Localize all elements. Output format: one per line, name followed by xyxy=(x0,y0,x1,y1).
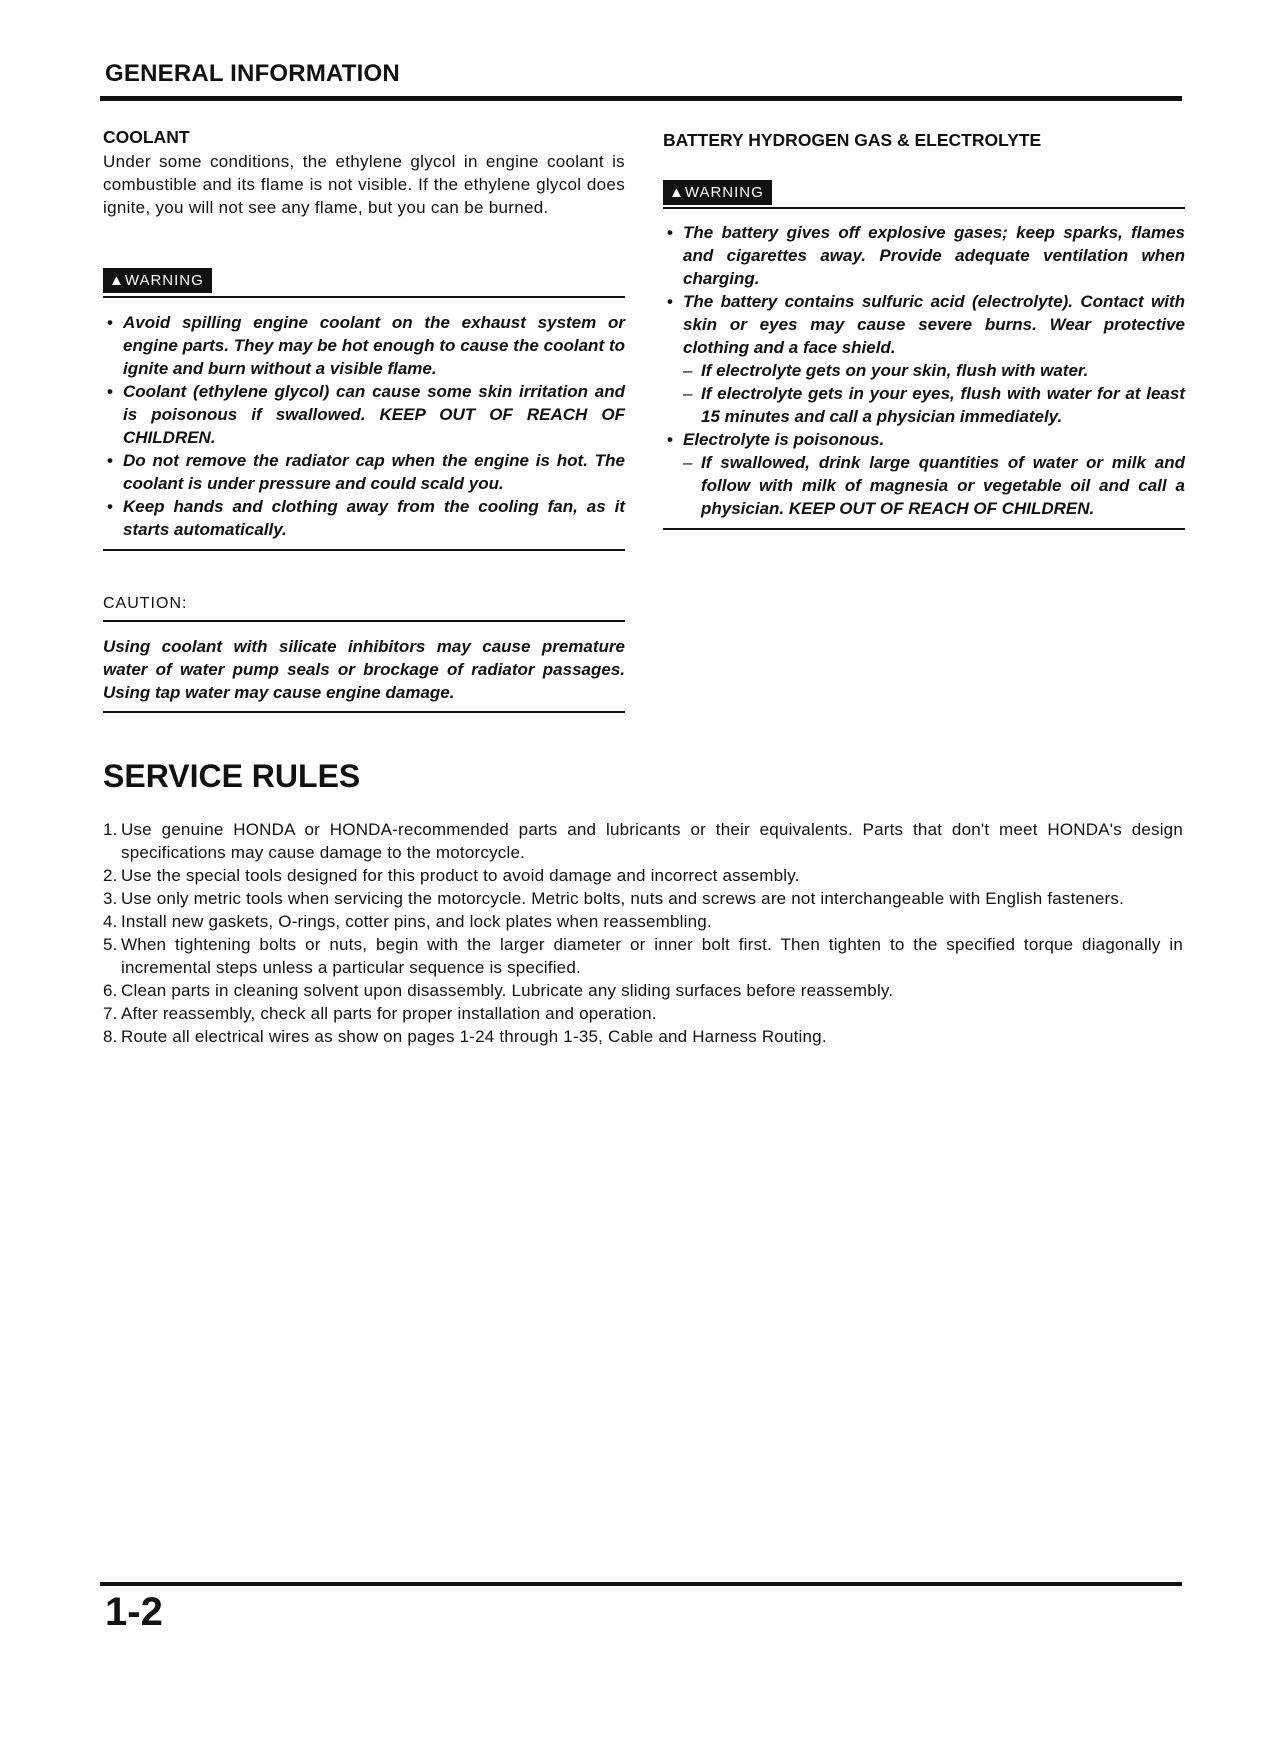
item-number: 5. xyxy=(103,935,118,954)
list-item xyxy=(103,887,1183,910)
item-number: 1. xyxy=(103,820,118,839)
list-item-text: Electrolyte is poisonous. xyxy=(683,430,885,449)
list-item xyxy=(103,818,1183,864)
item-number: 2. xyxy=(103,866,118,885)
caution-text: Using coolant with silicate inhibitors may cause premature water of water pump seals or brockage of radiator passages. Using tap water may cause engine damage. xyxy=(103,637,625,702)
list-item: • Avoid spilling engine coolant on the exhaust system or engine parts. They may be hot enough to cause the coolant to ignite and burn without a visible flame. xyxy=(103,311,625,380)
header-rule xyxy=(100,96,1182,101)
list-item xyxy=(103,864,1183,887)
list-item: • Do not remove the radiator cap when the engine is hot. The coolant is under pressure and could scald you. xyxy=(103,449,625,495)
item-text: Route all electrical wires as show on pages 1-24 through 1-35, Cable and Harness Routing. xyxy=(121,1027,827,1046)
item-number: 3. xyxy=(103,889,118,908)
coolant-warning-header xyxy=(103,268,625,293)
footer-rule xyxy=(100,1582,1182,1586)
battery-warning-header xyxy=(663,180,1185,205)
item-text: When tightening bolts or nuts, begin with the larger diameter or inner bolt first. Then tighten to the specified torque diagonally in incremental steps unless a particular sequence is specified. xyxy=(121,935,1183,977)
caution-rule-bottom xyxy=(103,711,625,713)
sub-list-item: – If electrolyte gets in your eyes, flush with water for at least 15 minutes and call a physician immediately. xyxy=(683,382,1185,428)
list-item xyxy=(103,1002,1183,1025)
service-rules-list xyxy=(103,818,1183,1048)
battery-warning-end-rule xyxy=(663,528,1185,530)
item-number: 8. xyxy=(103,1027,118,1046)
list-item xyxy=(103,1025,1183,1048)
warning-rule xyxy=(103,296,625,298)
coolant-warning-list xyxy=(103,311,625,541)
item-text: Use genuine HONDA or HONDA-recommended parts and lubricants or their equivalents. Parts that don't meet HONDA's design specifications may cause damage to the motorcycle. xyxy=(121,820,1183,862)
list-item: • The battery gives off explosive gases; keep sparks, flames and cigarettes away. Provide adequate ventilation when charging. xyxy=(663,221,1185,290)
warning-rule xyxy=(663,207,1185,209)
warning-label: WARNING xyxy=(124,272,204,289)
item-text: Use only metric tools when servicing the motorcycle. Metric bolts, nuts and screws are not interchangeable with English fasteners. xyxy=(121,889,1125,908)
list-item-text: The battery contains sulfuric acid (electrolyte). Contact with skin or eyes may cause severe burns. Wear protective clothing and a face shield. xyxy=(683,292,1185,357)
warning-triangle-icon: ▲ xyxy=(109,272,125,289)
item-text: Use the special tools designed for this product to avoid damage and incorrect assembly. xyxy=(121,866,800,885)
battery-heading: BATTERY HYDROGEN GAS & ELECTROLYTE xyxy=(663,130,1042,150)
coolant-heading: COOLANT xyxy=(103,127,190,147)
item-text: After reassembly, check all parts for proper installation and operation. xyxy=(121,1004,657,1023)
item-number: 7. xyxy=(103,1004,118,1023)
item-text: Install new gaskets, O-rings, cotter pins, and lock plates when reassembling. xyxy=(121,912,712,931)
coolant-intro: Under some conditions, the ethylene glycol in engine coolant is combustible and its flame is not visible. If the ethylene glycol does ignite, you will not see any flame, but you can be burned. xyxy=(103,152,625,217)
item-text: Clean parts in cleaning solvent upon disassembly. Lubricate any sliding surfaces before reassembly. xyxy=(121,981,894,1000)
list-item xyxy=(103,979,1183,1002)
item-number: 4. xyxy=(103,912,118,931)
warning-badge xyxy=(663,180,772,205)
list-item xyxy=(103,910,1183,933)
item-number: 6. xyxy=(103,981,118,1000)
warning-badge xyxy=(103,268,212,293)
service-rules-title: SERVICE RULES xyxy=(103,758,361,794)
list-item xyxy=(663,290,1185,428)
warning-label: WARNING xyxy=(684,184,764,201)
coolant-warning-end-rule xyxy=(103,549,625,551)
caution-label: CAUTION: xyxy=(103,595,188,612)
list-item xyxy=(663,428,1185,520)
battery-warning-list xyxy=(663,221,1185,520)
page-header-title: GENERAL INFORMATION xyxy=(105,60,400,87)
list-item: • Keep hands and clothing away from the cooling fan, as it starts automatically. xyxy=(103,495,625,541)
list-item: • Coolant (ethylene glycol) can cause some skin irritation and is poisonous if swallowed. KEEP OUT OF REACH OF CHILDREN. xyxy=(103,380,625,449)
warning-triangle-icon: ▲ xyxy=(669,184,685,201)
sub-list-item: – If electrolyte gets on your skin, flush with water. xyxy=(683,359,1185,382)
sub-list-item: – If swallowed, drink large quantities of water or milk and follow with milk of magnesia or vegetable oil and call a physician. KEEP OUT OF REACH OF CHILDREN. xyxy=(683,451,1185,520)
page-number: 1-2 xyxy=(105,1590,163,1634)
list-item xyxy=(103,933,1183,979)
caution-rule-top xyxy=(103,620,625,622)
